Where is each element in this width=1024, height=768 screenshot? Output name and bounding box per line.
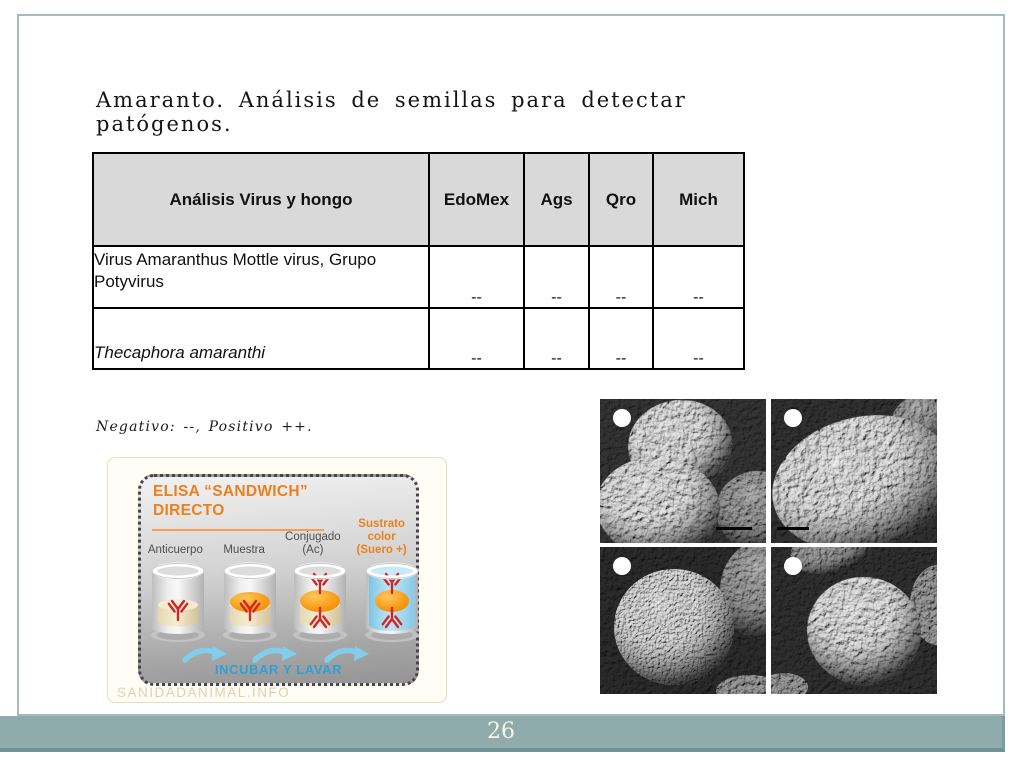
arrow-icon bbox=[185, 646, 227, 661]
elisa-title-line1: ELISA “SANDWICH” bbox=[153, 483, 308, 500]
header-analysis: Análisis Virus y hongo bbox=[93, 153, 429, 246]
cell-value: -- bbox=[653, 308, 744, 369]
header-mich: Mich bbox=[653, 153, 744, 246]
label-anticuerpo: Anticuerpo bbox=[147, 544, 203, 557]
elisa-title-line2: DIRECTO bbox=[153, 501, 225, 519]
header-ags: Ags bbox=[524, 153, 589, 246]
footer-bar bbox=[0, 716, 1005, 752]
table-header-row bbox=[93, 153, 744, 246]
panel-marker-dot bbox=[784, 557, 802, 575]
label-muestra: Muestra bbox=[223, 544, 265, 557]
elisa-watermark: SANIDADANIMAL.INFO bbox=[117, 685, 291, 700]
row-label: Thecaphora amaranthi bbox=[93, 308, 429, 369]
legend-note: Negativo: --, Positivo ++. bbox=[96, 419, 313, 435]
arrow-icon bbox=[327, 646, 369, 661]
panel-marker-dot bbox=[613, 557, 631, 575]
sem-micrograph-grid bbox=[600, 399, 937, 694]
label-conjugado: Conjugado (Ac) bbox=[285, 531, 341, 557]
page-number: 26 bbox=[487, 719, 515, 744]
row-label: Virus Amaranthus Mottle virus, Grupo Potyvirus bbox=[93, 246, 429, 308]
table-row bbox=[93, 246, 744, 308]
cell-value: -- bbox=[589, 246, 653, 308]
panel-marker-dot bbox=[613, 409, 631, 427]
cell-value: -- bbox=[589, 308, 653, 369]
elisa-well-anticuerpo bbox=[151, 564, 205, 643]
elisa-wells-illustration bbox=[141, 559, 422, 665]
elisa-well-conjugado bbox=[293, 564, 347, 643]
cell-value: -- bbox=[653, 246, 744, 308]
label-sustrato: Sustrato color (Suero +) bbox=[356, 518, 407, 557]
elisa-gray-panel bbox=[138, 474, 419, 686]
arrow-icon bbox=[255, 646, 297, 661]
elisa-well-muestra bbox=[223, 564, 277, 643]
panel-marker-dot bbox=[784, 409, 802, 427]
slide-title: Amaranto. Análisis de semillas para detectar patógenos. bbox=[96, 88, 687, 136]
cell-value: -- bbox=[524, 246, 589, 308]
elisa-diagram-card bbox=[107, 457, 447, 703]
elisa-banner: INCUBAR Y LAVAR bbox=[214, 662, 343, 677]
elisa-well-labels bbox=[141, 505, 416, 557]
cell-value: -- bbox=[524, 308, 589, 369]
table-row bbox=[93, 308, 744, 369]
header-qro: Qro bbox=[589, 153, 653, 246]
cell-value: -- bbox=[429, 246, 524, 308]
cell-value: -- bbox=[429, 308, 524, 369]
results-table bbox=[92, 152, 745, 370]
header-edomex: EdoMex bbox=[429, 153, 524, 246]
elisa-well-sustrato bbox=[365, 564, 419, 643]
